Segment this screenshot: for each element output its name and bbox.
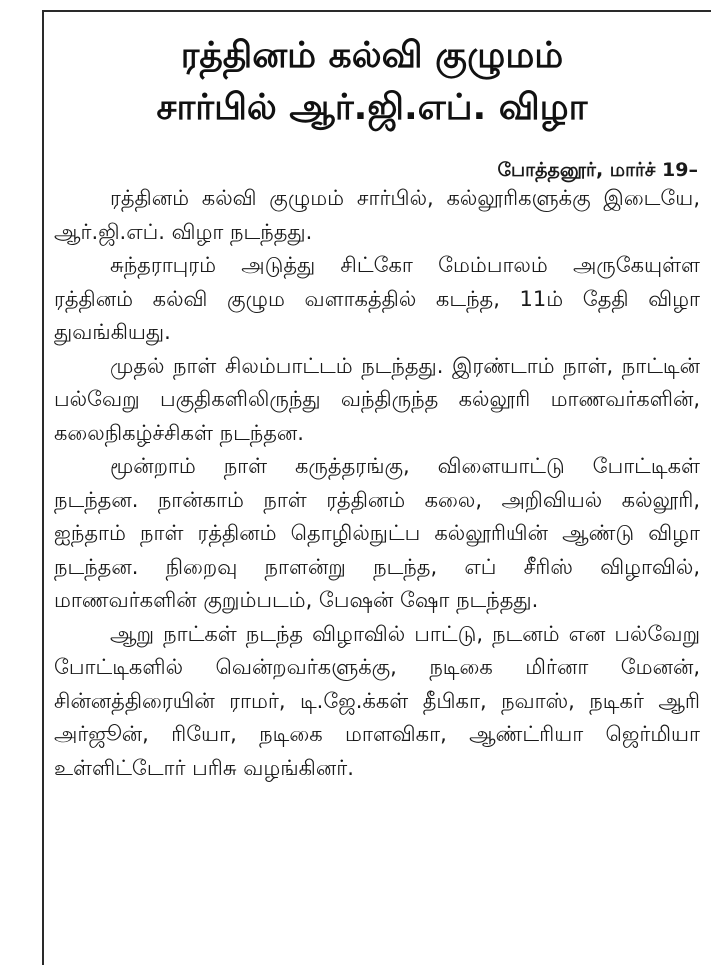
news-article — [44, 12, 700, 962]
headline-line-2: சார்பில் ஆர்.ஜி.எப். விழா — [156, 87, 588, 128]
paragraph-1: ரத்தினம் கல்வி குழுமம் சார்பில், கல்லூரிகளுக்கு இடையே, ஆர்.ஜி.எப். விழா நடந்தது. — [54, 186, 700, 244]
headline-line-1: ரத்தினம் கல்வி குழுமம் — [180, 35, 564, 76]
paragraph-3: முதல் நாள் சிலம்பாட்டம் நடந்தது. இரண்டாம் நாள், நாட்டின் பல்வேறு பகுதிகளிலிருந்து வந்திருந்த கல்லூரி மாணவர்களின், கலைநிகழ்ச்சிகள் நடந்தன. — [54, 353, 700, 445]
dateline: போத்தனூர், மார்ச் 19– — [497, 159, 698, 181]
article-body — [54, 182, 700, 785]
paragraph-4: மூன்றாம் நாள் கருத்தரங்கு, விளையாட்டு போட்டிகள் நடந்தன. நான்காம் நாள் ரத்தினம் கலை, அறிவியல் கல்லூரி, ஐந்தாம் நாள் ரத்தினம் தொழில்நுட்ப கல்லூரியின் ஆண்டு விழா நடந்தன. நிறைவு நாளன்று நடந்த, எப் சீரிஸ் விழாவில், மாணவர்களின் குறும்படம், பேஷன் ஷோ நடந்தது. — [54, 454, 700, 612]
headline — [44, 30, 700, 134]
paragraph-2: சுந்தராபுரம் அடுத்து சிட்கோ மேம்பாலம் அருகேயுள்ள ரத்தினம் கல்வி குழும வளாகத்தில் கடந்த, 11ம் தேதி விழா துவங்கியது. — [54, 253, 700, 344]
paragraph-5: ஆறு நாட்கள் நடந்த விழாவில் பாட்டு, நடனம் என பல்வேறு போட்டிகளில் வென்றவர்களுக்கு, நடிகை மிர்னா மேனன், சின்னத்திரையின் ராமர், டி.ஜே.க்கள் தீபிகா, நவாஸ், நடிகர் ஆரி அர்ஜூன், ரியோ, நடிகை மாளவிகா, ஆண்ட்ரியா ஜெர்மியா உள்ளிட்டோர் பரிசு வழங்கினர். — [54, 621, 700, 780]
